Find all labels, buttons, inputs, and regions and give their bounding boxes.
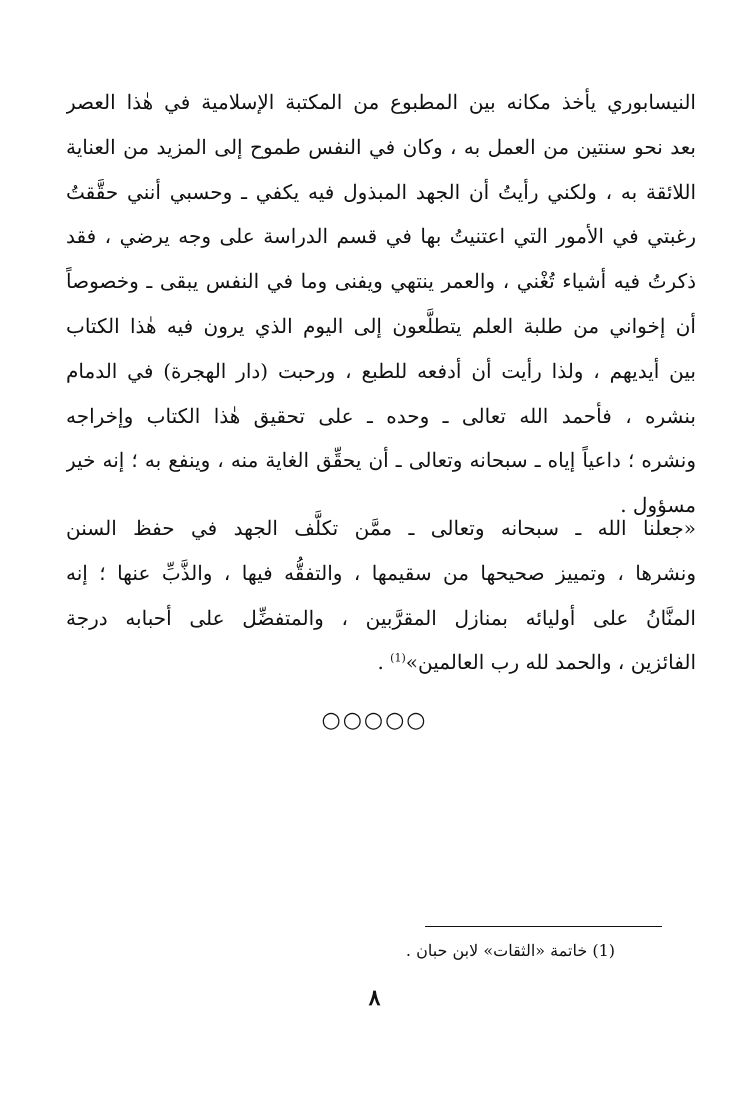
page-number: ٨ (368, 985, 381, 1011)
text-line: رغبتي في الأمور التي اعتنيتُ بها في قسم الدراسة على وجه يرضي ، فقد (66, 224, 696, 249)
paragraph-2 (66, 506, 696, 685)
text-line-final (66, 640, 696, 685)
text-line: ذكرتُ فيه أشياء تُغْني ، والعمر ينتهي ويفنى وما في النفس يبقى ـ وخصوصاً (66, 269, 696, 294)
text-line: النيسابوري يأخذ مكانه بين المطبوع من المكتبة الإسلامية في هٰذا العصر (66, 90, 696, 114)
paragraph-1 (66, 80, 696, 528)
footnote-divider (425, 926, 662, 927)
text-line: أن إخواني من طلبة العلم يتطلَّعون إلى اليوم الذي يرون فيه هٰذا الكتاب (66, 313, 696, 338)
section-ornament: ○○○○○ (321, 708, 428, 733)
text-line: مسؤول . (620, 493, 696, 518)
footnote: (1) خاتمة «الثقات» لابن حبان . (405, 941, 615, 960)
text-line-content: الفائزين ، والحمد لله رب العالمين» (405, 650, 696, 675)
text-line: اللائقة به ، ولكني رأيتُ أن الجهد المبذول فيه يكفي ـ وحسبي أنني حقَّقتُ (66, 179, 696, 204)
text-line: «جعلنا الله ـ سبحانه وتعالى ـ ممَّن تكلَّف الجهد في حفظ السنن (66, 516, 696, 540)
text-line-end: . (377, 650, 391, 675)
footnote-reference: (1) (390, 651, 406, 665)
text-line: المنَّانُ على أوليائه بمنازل المقرَّبين ، والمتفضِّل على أحبابه درجة (66, 605, 696, 630)
text-line: بعد نحو سنتين من العمل به ، وكان في النفس طموح إلى المزيد من العناية (66, 134, 696, 159)
text-line: ونشرها ، وتمييز صحيحها من سقيمها ، والتفقُّه فيها ، والذَّبِّ عنها ؛ إنه (66, 560, 696, 585)
text-line: ونشره ؛ داعياً إياه ـ سبحانه وتعالى ـ أن يحقِّق الغاية منه ، وينفع به ؛ إنه خير (66, 448, 696, 473)
text-line: بين أيديهم ، ولذا رأيت أن أدفعه للطبع ، ورحبت (دار الهجرة) في الدمام (66, 358, 696, 383)
text-line: بنشره ، فأحمد الله تعالى ـ وحده ـ على تحقيق هٰذا الكتاب وإخراجه (66, 403, 696, 428)
